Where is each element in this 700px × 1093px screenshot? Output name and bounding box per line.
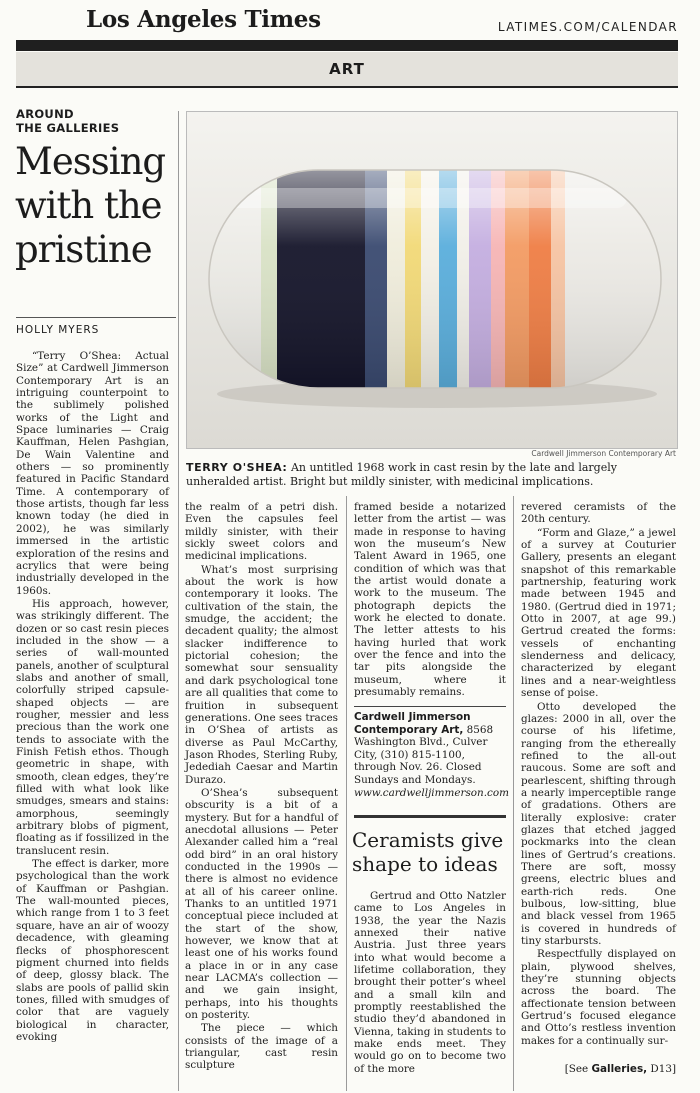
info-rule-top: [354, 706, 506, 707]
section-bar: [16, 52, 678, 88]
paragraph: Gertrud and Otto Natzler came to Los Angeles in 1938, the year the Nazis annexed their native Austria. Just three years into what would become a lifetime collaboration, they brought their potter’s wheel and a small kiln and promptly reestablished the studio they’d abandoned in Vienna, taking in students to make ends meet. They would go on to become two of the more: [354, 890, 506, 1075]
section-label: ART: [329, 60, 365, 78]
article-column-4: [521, 501, 676, 1048]
masthead-rule: [16, 40, 678, 51]
headline-line-2: with the: [15, 184, 162, 227]
masthead: [0, 0, 700, 40]
column-rule: [513, 496, 514, 1091]
headline: [15, 140, 180, 272]
column-rule: [178, 111, 179, 1091]
paragraph: What’s most surprising about the work is how contemporary it looks. The cultivation of the stain, the smudge, the accident; the decadent quality; the almost slacker indifference to pictorial cohesion; the somewhat sour sensuality and dark psychological tone are all qualities that come to fruition in subsequent generations. One sees traces in O’Shea of artists as diverse as Paul McCarthy, Jason Rhodes, Sterling Ruby, Jedediah Caesar and Martin Durazo.: [185, 563, 338, 786]
paragraph: “Terry O’Shea: Actual Size” at Cardwell Jimmerson Contemporary Art is an intriguing counterpoint to the sublimely polished works of the Light and Space luminaries — Craig Kauffman, Helen Pashgian, De Wain Valentine and others — so prominently featured in Pacific Standard Time. A contemporary of those artists, though far less known today (he died in 2002), he was similarly immersed in the artistic exploration of the resins and acrylics that were being industrially developed in the 1960s.: [16, 350, 169, 597]
headline-line-1: Messing: [15, 140, 166, 183]
paragraph: “Form and Glaze,” a jewel of a survey at Couturier Gallery, presents an elegant snapshot of this remarkable partnership, featuring work made between 1945 and 1980. (Gertrud died in 1971; Otto in 2007, at age 99.) Gertrud created the forms: vessels of enchanting slenderness and delicacy, characterized by elegant lines and a near-weightless sense of poise.: [521, 526, 676, 700]
article-column-1: [16, 350, 169, 1044]
info-rule-bottom: [354, 815, 506, 818]
venue-website: www.cardwelljimmerson.com: [354, 786, 509, 799]
article-column-2: [185, 501, 338, 1073]
venue-details: 8568 Washington Blvd., Culver City, (310) 815-1100, through Nov. 26. Closed Sundays and Mondays.: [354, 723, 494, 786]
capsule-sculpture-photo: [187, 112, 677, 448]
kicker-line-2: THE GALLERIES: [16, 121, 120, 135]
paragraph: Respectfully displayed on plain, plywood shelves, they’re stunning objects across the board. The affectionate tension between Gertrud’s focused elegance and Otto’s restless invention makes for a continually sur-: [521, 948, 676, 1047]
caption-name: TERRY O'SHEA:: [186, 461, 288, 474]
paragraph: O’Shea’s subsequent obscurity is a bit of a mystery. But for a handful of anecdotal allusions — Peter Alexander called him a “real odd bird” in an oral history conducted in the 1990s — there is almost no evidence at all of his career online. Thanks to an untitled 1971 conceptual piece included at the start of the show, however, we know that at least one of his works found a place in or in any case near LACMA’s collection — and we gain insight, perhaps, into his thoughts on posterity.: [185, 786, 338, 1022]
jump-prefix: [See: [564, 1063, 589, 1075]
sidebar-headline: Ceramists give shape to ideas: [352, 828, 504, 876]
photo-credit: Cardwell Jimmerson Contemporary Art: [531, 449, 676, 458]
column-rule: [346, 496, 347, 1091]
kicker-line-1: AROUND: [16, 107, 74, 121]
jump-page: D13]: [650, 1063, 676, 1075]
byline: HOLLY MYERS: [16, 324, 100, 336]
headline-line-3: pristine: [15, 228, 152, 271]
byline-rule: [16, 317, 176, 318]
jump-label: Galleries,: [591, 1063, 648, 1075]
newspaper-logo: Los Angeles Times: [86, 6, 321, 33]
paragraph: the realm of a petri dish. Even the capsules feel mildly sinister, with their sickly sweet colors and medicinal implications.: [185, 501, 338, 563]
sidebar-story-body: [354, 890, 506, 1076]
article-column-3: [354, 501, 506, 700]
kicker: [16, 107, 176, 135]
section-url: LATIMES.COM/CALENDAR: [497, 20, 678, 34]
venue-name: Cardwell Jimmerson Contemporary Art,: [354, 711, 471, 736]
paragraph: The piece — which consists of the image of a triangular, cast resin sculpture: [185, 1022, 338, 1072]
paragraph: revered ceramists of the 20th century.: [521, 501, 676, 526]
paragraph: The effect is darker, more psychological than the work of Kauffman or Pashgian. The wall-mounted pieces, which range from 1 to 3 feet square, have an air of woozy decadence, with gleaming flecks of phosphorescent pigment churned into fields of deep, glossy black. The slabs are pools of pallid skin tones, filled with smudges of color that are vaguely biological in character, evoking: [16, 858, 169, 1043]
paragraph: framed beside a notarized letter from the artist — was made in response to having won the museum’s New Talent Award in 1965, one condition of which was that the artist would donate a work to the museum. The photograph depicts the work he elected to donate. The letter attests to his having hurled that work over the fence and into the tar pits alongside the museum, where it presumably remains.: [354, 501, 506, 699]
photo: [186, 111, 678, 449]
photo-caption: [186, 461, 676, 489]
caption-text: An untitled 1968 work in cast resin by the late and largely unheralded artist. Bright but mildly sinister, with medicinal implications.: [186, 461, 617, 488]
jump-line: [521, 1063, 676, 1075]
paragraph: Otto developed the glazes: 2000 in all, over the course of his lifetime, ranging from the ethereally refined to the all-out raucous. Some are soft and pearlescent, shifting through a nearly imperceptible range of gradations. Others are literally explosive: crater glazes that etched jagged pockmarks into the clean lines of Gertrud’s creations. There are soft, mossy greens, electric blues and earth-rich reds. One bulbous, low-sitting, blue and black vessel from 1965 is covered in hundreds of tiny starbursts.: [521, 700, 676, 948]
paragraph: His approach, however, was strikingly different. The dozen or so cast resin pieces included in the show — a series of wall-mounted panels, another of sculptural slabs and another of small, colorfully striped capsule-shaped objects — are rougher, messier and less precious than the work one tends to associate with the Finish Fetish ethos. Though geometric in shape, with smooth, clean edges, they’re filled with what look like smudges, smears and stains: amorphous, seemingly arbitrary blobs of pigment, floating as if fossilized in the translucent resin.: [16, 597, 169, 857]
exhibition-info: [354, 711, 509, 799]
